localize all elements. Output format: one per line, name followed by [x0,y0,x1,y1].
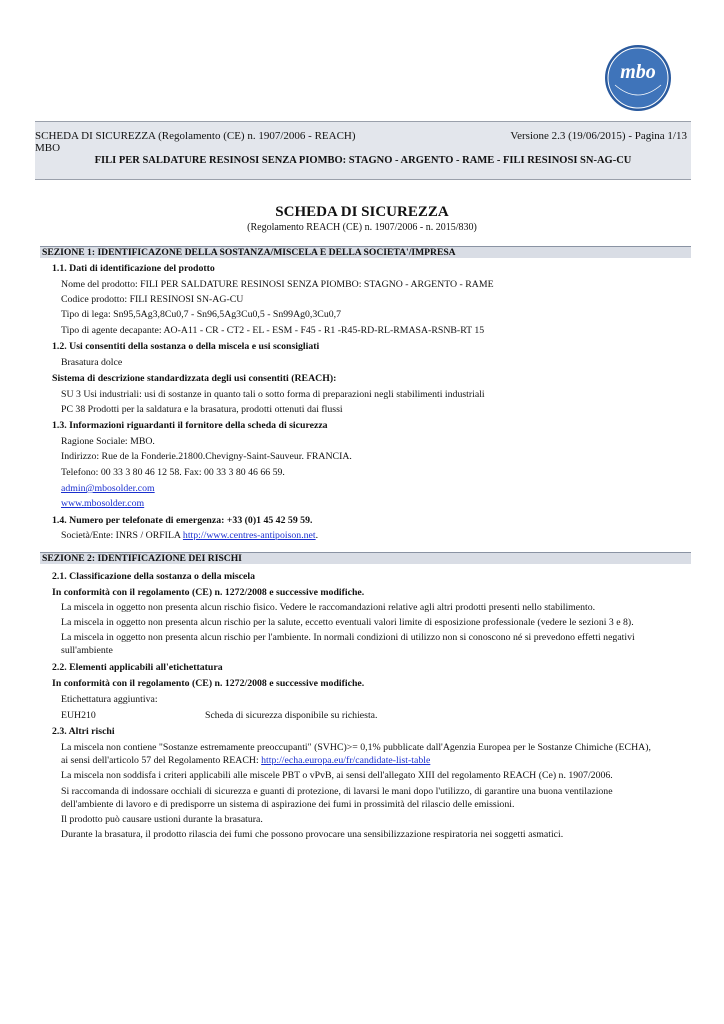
conformity-1: In conformità con il regolamento (CE) n. 1272/2008 e successive modifiche. [52,587,365,598]
additional-labelling: Etichettatura aggiuntiva: [61,694,158,705]
environment-risk-2: sull'ambiente [61,645,113,656]
fumes-risk: Durante la brasatura, il prodotto rilascia dei fumi che possono provocare una sensibilizzazione respiratoria nei soggetti asmatici. [61,829,564,840]
environment-risk-1: La miscela in oggetto non presenta alcun rischio per l'ambiente. In normali condizioni di utilizzo non si conoscono né si prevedono effetti negativi [61,632,635,643]
subsection-1-2: 1.2. Usi consentiti della sostanza o della miscela e usi sconsigliati [52,341,320,352]
subsection-1-3: 1.3. Informazioni riguardanti il fornitore della scheda di sicurezza [52,420,328,431]
use-text: Brasatura dolce [61,357,123,368]
burn-risk: Il prodotto può causare ustioni durante la brasatura. [61,814,263,825]
document-subtitle: (Regolamento REACH (CE) n. 1907/2006 - n. 2015/830) [247,222,477,233]
header-version: Versione 2.3 (19/06/2015) - Pagina 1/13 [510,130,687,142]
header-left [35,130,356,154]
subsection-1-4: 1.4. Numero per telefonate di emergenza: +33 (0)1 45 42 59 59. [52,515,313,526]
svhc-line-2-text: ai sensi dell'articolo 57 del Regolamento REACH: [61,755,262,766]
emergency-entity [61,530,318,542]
website-link[interactable]: www.mbosolder.com [61,498,145,509]
section-2-heading: SEZIONE 2: IDENTIFICAZIONE DEI RISCHI [40,552,691,564]
header-product: FILI PER SALDATURE RESINOSI SENZA PIOMBO: STAGNO - ARGENTO - RAME - FILI RESINOSI SN-AG-CU [94,155,632,166]
page-header [35,121,691,180]
protection-line-2: dell'ambiente di lavoro e di predisporre un sistema di aspirazione dei fumi in prossimità del rilascio delle emissioni. [61,799,515,810]
section-1-heading: SEZIONE 1: IDENTIFICAZONE DELLA SOSTANZA/MISCELA E DELLA SOCIETA'/IMPRESA [40,246,691,258]
conformity-2: In conformità con il regolamento (CE) n. 1272/2008 e successive modifiche. [52,678,365,689]
svhc-line-1: La miscela non contiene "Sostanze estremamente preoccupanti" (SVHC)>= 0,1% pubblicate dall'Agenzia Europea per le Sostanze Chimiche (ECHA), [61,742,651,753]
subsection-2-1: 2.1. Classificazione della sostanza o della miscela [52,571,255,582]
header-regulation: SCHEDA DI SICUREZZA (Regolamento (CE) n. 1907/2006 - REACH) [35,130,356,142]
health-risk: La miscela in oggetto non presenta alcun rischio per la salute, eccetto eventuali valori limite di esposizione professionale (vedere le sezioni 3 e 8). [61,617,634,628]
company-name: Ragione Sociale: MBO. [61,436,155,447]
protection-line-1: Si raccomanda di indossare occhiali di sicurezza e guanti di protezione, di lavarsi le mani dopo l'utilizzo, di garantire una buona ventilazione [61,786,613,797]
su3-text: SU 3 Usi industriali: usi di sostanze in quanto tali o sotto forma di preparazioni negli stabilimenti industriali [61,389,485,400]
emergency-entity-period: . [315,530,319,541]
reach-uses-heading: Sistema di descrizione standardizzata degli usi consentiti (REACH): [52,373,337,384]
echa-link[interactable]: http://echa.europa.eu/fr/candidate-list-table [261,755,431,766]
flux-type: Tipo di agente decapante: AO-A11 - CR - CT2 - EL - ESM - F45 - R1 -R45-RD-RL-RMASA-RSNB-RT 15 [61,325,485,336]
pc38-text: PC 38 Prodotti per la saldatura e la brasatura, prodotti ottenuti dai flussi [61,404,343,415]
product-name: Nome del prodotto: FILI PER SALDATURE RESINOSI SENZA PIOMBO: STAGNO - ARGENTO - RAME [61,279,494,290]
pbt-text: La miscela non soddisfa i criteri applicabili alle miscele PBT o vPvB, ai sensi dell'allegato XIII del regolamento REACH (Ce) n. 1907/2006. [61,770,613,781]
emergency-entity-label: Società/Ente: INRS / ORFILA [61,530,183,541]
subsection-2-3: 2.3. Altri rischi [52,726,115,737]
company-address: Indirizzo: Rue de la Fonderie.21800.Chevigny-Saint-Sauveur. FRANCIA. [61,451,352,462]
email-link[interactable]: admin@mbosolder.com [61,483,155,494]
subsection-2-2: 2.2. Elementi applicabili all'etichettatura [52,662,223,673]
company-phone: Telefono: 00 33 3 80 46 12 58. Fax: 00 33 3 80 46 66 59. [61,467,285,478]
svhc-line-2 [61,755,430,767]
subsection-1-1: 1.1. Dati di identificazione del prodotto [52,263,215,274]
header-company: MBO [35,142,61,154]
physical-risk: La miscela in oggetto non presenta alcun rischio fisico. Vedere le raccomandazioni relative agli altri prodotti presenti nello stabilimento. [61,602,596,613]
euh-code: EUH210 [61,710,96,721]
antipoison-link[interactable]: http://www.centres-antipoison.net [182,530,316,541]
product-code: Codice prodotto: FILI RESINOSI SN-AG-CU [61,294,244,305]
logo-text: mbo [620,61,656,83]
euh-text: Scheda di sicurezza disponibile su richiesta. [205,710,378,721]
company-logo [603,43,673,113]
document-title: SCHEDA DI SICUREZZA [275,204,449,220]
alloy-type: Tipo di lega: Sn95,5Ag3,8Cu0,7 - Sn96,5Ag3Cu0,5 - Sn99Ag0,3Cu0,7 [61,309,341,320]
